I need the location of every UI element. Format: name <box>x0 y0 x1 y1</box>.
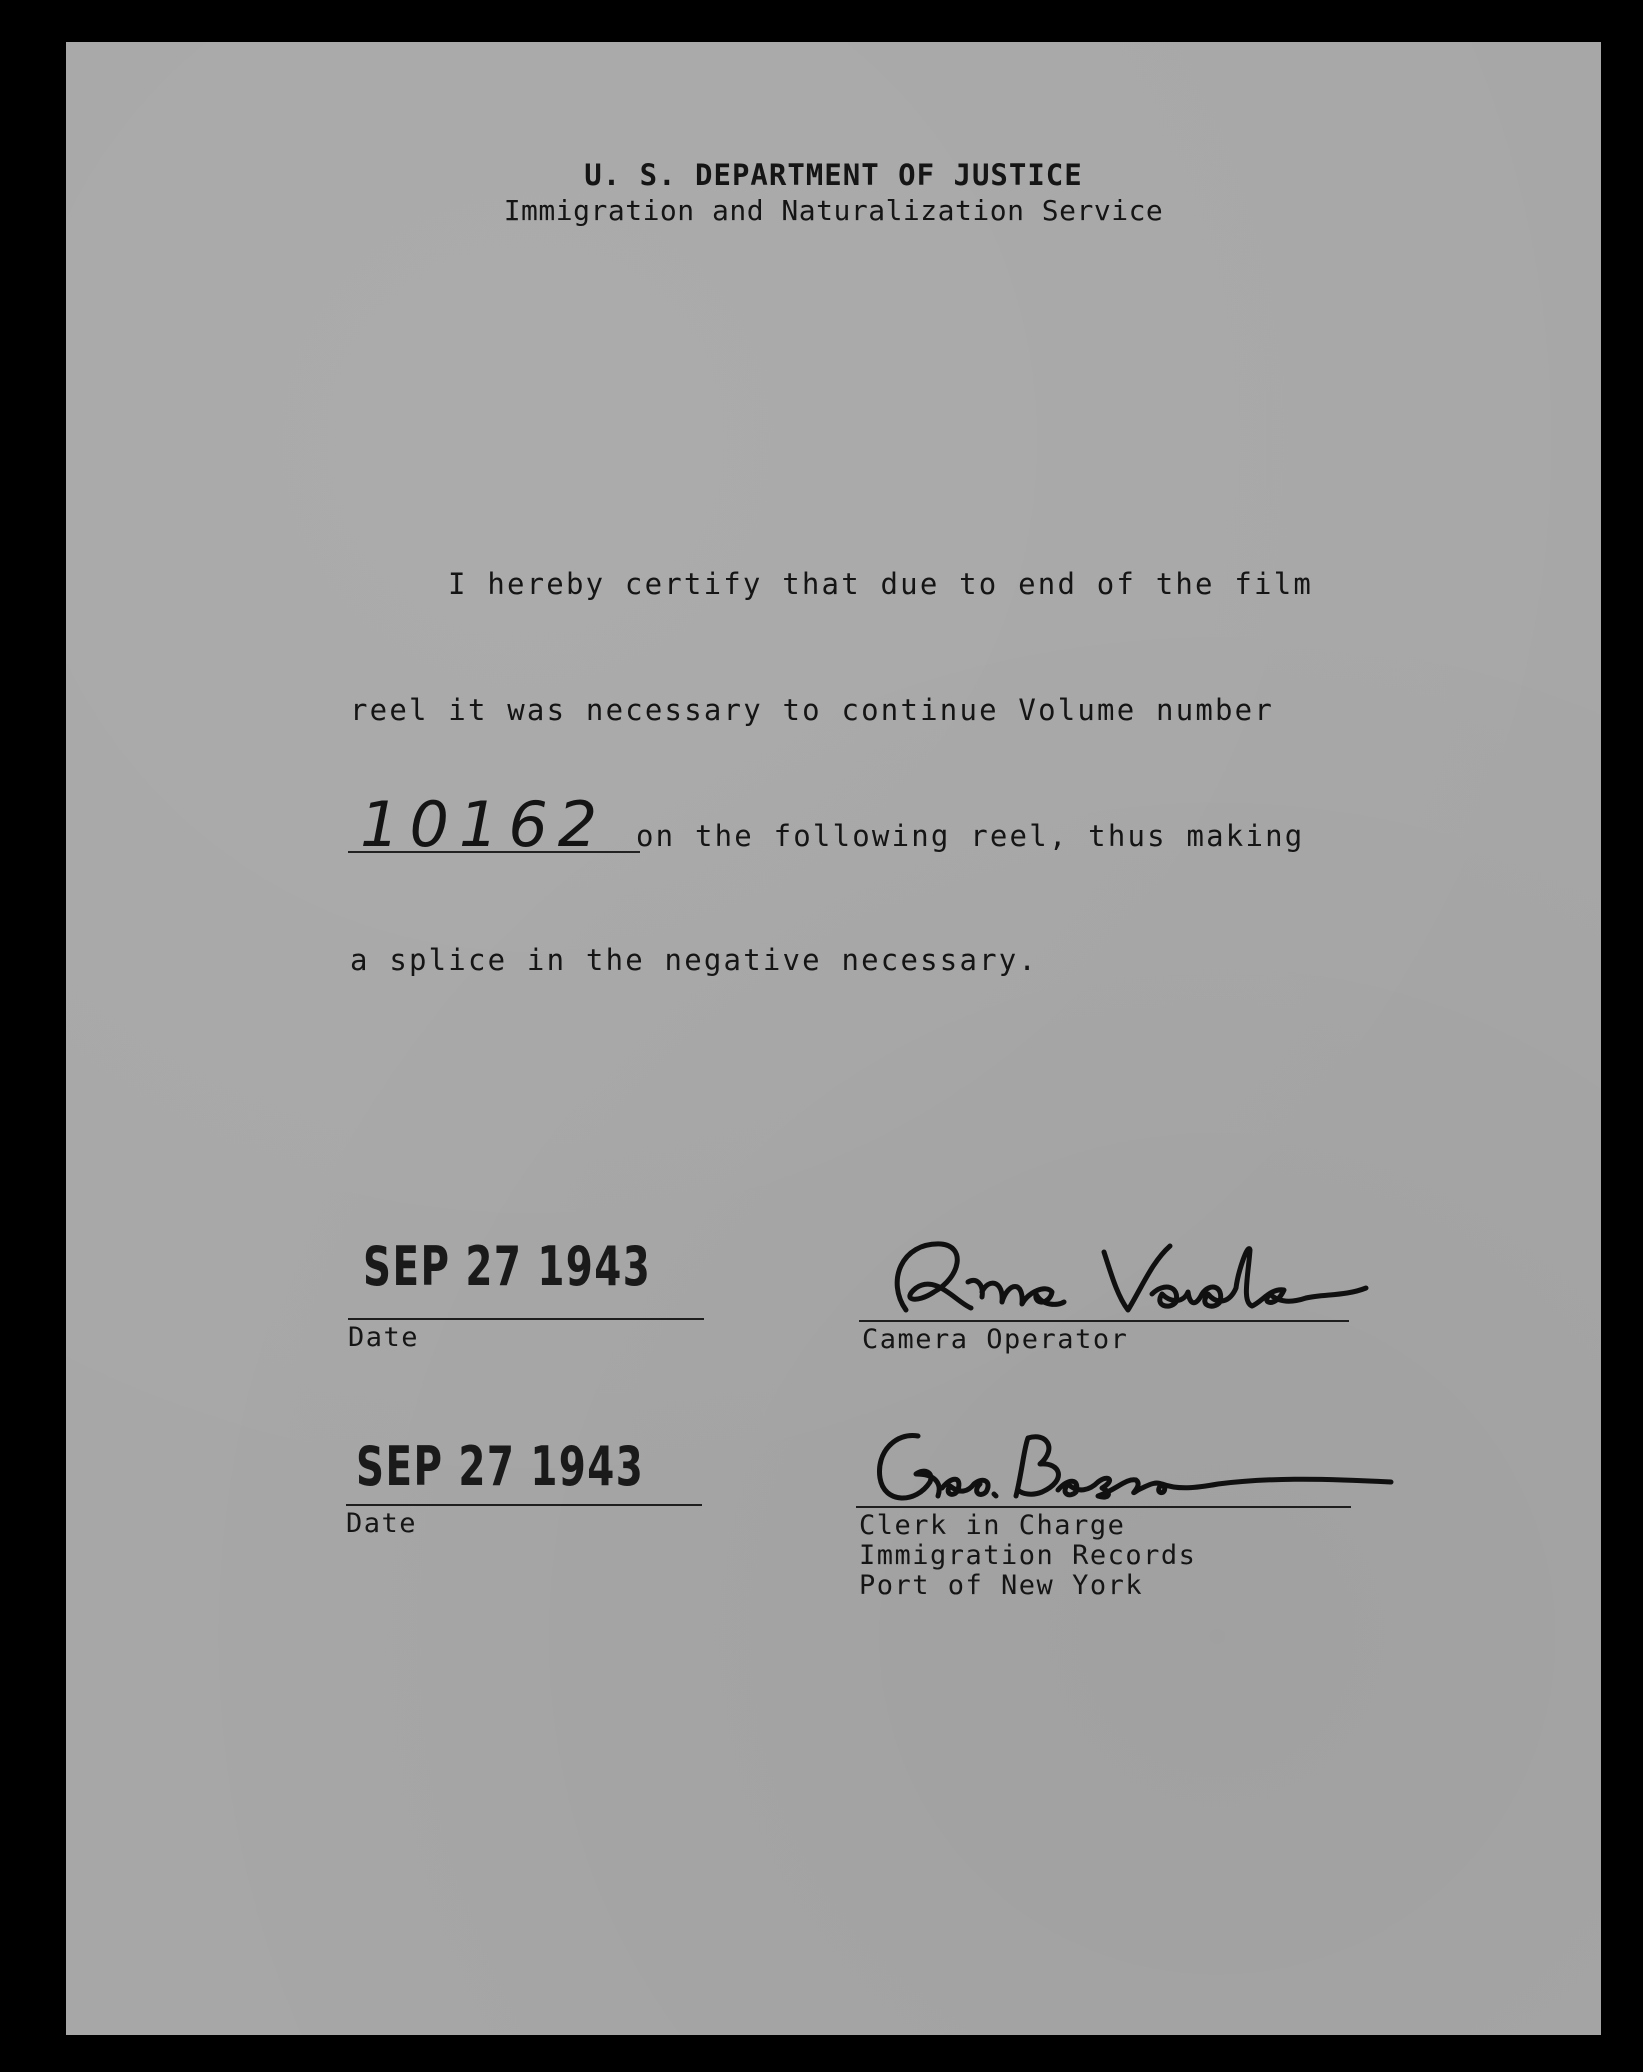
certification-line-2: reel it was necessary to continue Volume number <box>350 693 1274 727</box>
certification-line-1: I hereby certify that due to end of the film <box>448 567 1314 601</box>
clerk-title-line-1: Clerk in Charge <box>859 1510 1126 1541</box>
date-line-clerk <box>346 1504 702 1506</box>
header-department: U. S. DEPARTMENT OF JUSTICE <box>584 158 1083 192</box>
clerk-title-line-3: Port of New York <box>859 1570 1144 1601</box>
date-label-camera-operator: Date <box>348 1322 420 1353</box>
clerk-title-line-2: Immigration Records <box>859 1540 1197 1571</box>
signature-line-clerk <box>856 1506 1351 1508</box>
certification-line-4: a splice in the negative necessary. <box>350 943 1039 977</box>
camera-operator-title: Camera Operator <box>862 1324 1129 1355</box>
volume-number-blank-line <box>348 851 640 853</box>
date-label-clerk: Date <box>346 1508 418 1539</box>
date-stamp-camera-operator: SEP 27 1943 <box>363 1235 652 1298</box>
signature-line-camera-operator <box>859 1320 1349 1322</box>
camera-operator-signature <box>846 1222 1406 1332</box>
certification-line-3: on the following reel, thus making <box>636 819 1305 853</box>
date-line-camera-operator <box>348 1318 704 1320</box>
date-stamp-clerk: SEP 27 1943 <box>356 1435 645 1498</box>
header-service: Immigration and Naturalization Service <box>503 194 1164 227</box>
volume-number-handwritten: 10162 <box>360 788 608 861</box>
document-page <box>66 42 1601 2035</box>
